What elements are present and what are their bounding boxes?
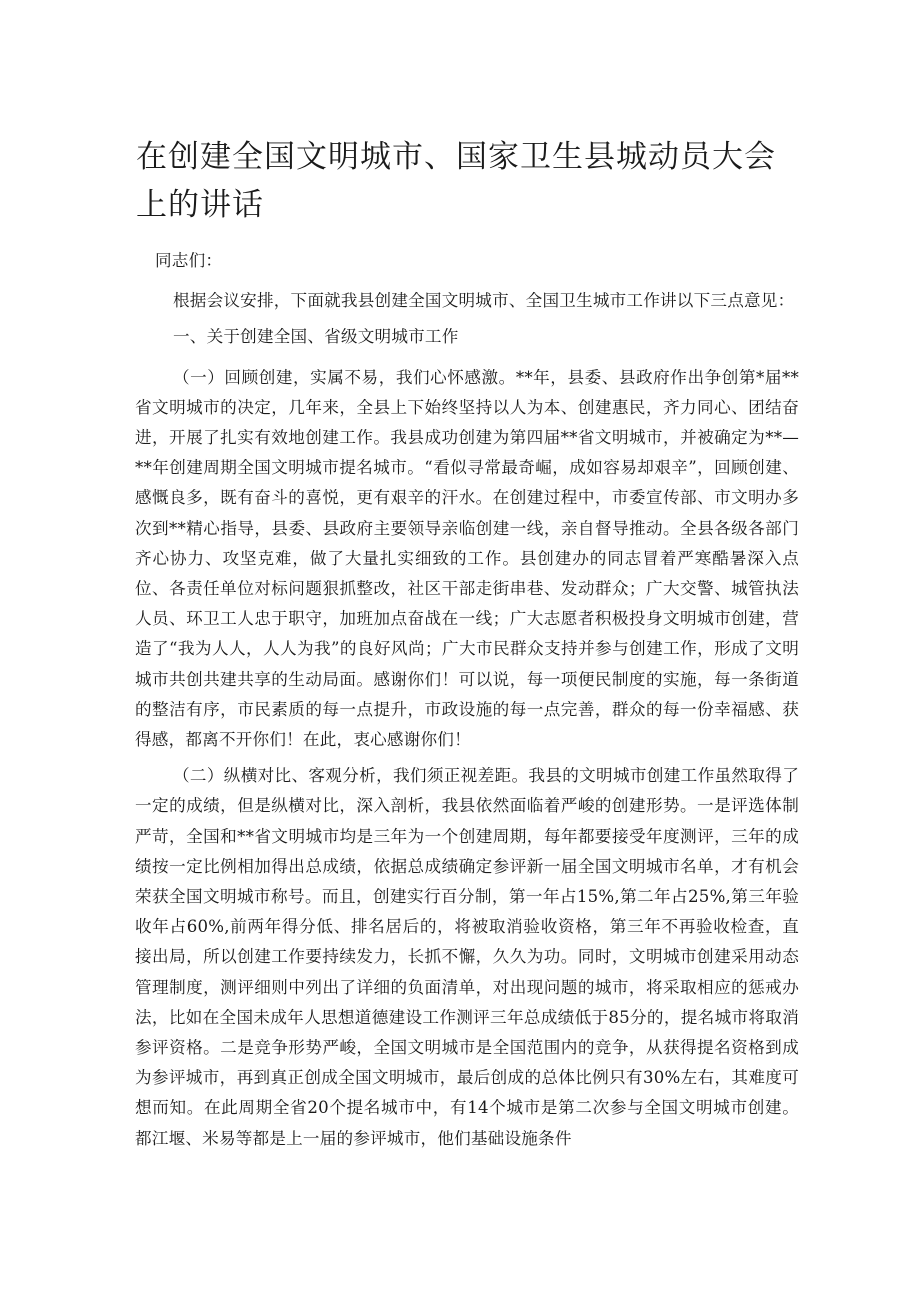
intro-paragraph: 根据会议安排，下面就我县创建全国文明城市、全国卫生城市工作讲以下三点意见： — [173, 291, 795, 311]
section-heading: 一、关于创建全国、省级文明城市工作 — [173, 327, 459, 347]
paragraph-1: （一）回顾创建，实属不易，我们心怀感激。**年，县委、县政府作出争创第*届**省文明城市的决定，几年来，全县上下始终坚持以人为本、创建惠民，齐力同心、团结奋进，开展了扎实有效地创建工作。我县成功创建为第四届**省文明城市，并被确定为**—**年创建周期全国文明城市提名城市。“看似寻常最奇崛，成如容易却艰辛”，回顾创建、感慨良多，既有奋斗的喜悦，更有艰辛的汗水。在创建过程中，市委宣传部、市文明办多次到**精心指导，县委、县政府主要领导亲临创建一线，亲自督导推动。全县各级各部门齐心协力、攻坚克难，做了大量扎实细致的工作。县创建办的同志冒着严寒酷暑深入点位、各责任单位对标问题狠抓整改，社区干部走街串巷、发动群众；广大交警、城管执法人员、环卫工人忠于职守，加班加点奋战在一线；广大志愿者积极投身文明城市创建，营造了“我为人人，人人为我”的良好风尚；广大市民群众支持并参与创建工作，形成了文明城市共创共建共享的生动局面。感谢你们！可以说，每一项便民制度的实施，每一条街道的整洁有序，市民素质的每一点提升，市政设施的每一点完善，群众的每一份幸福感、获得感，都离不开你们！在此，衷心感谢你们！ — [135, 367, 799, 750]
paragraph-2: （二）纵横对比、客观分析，我们须正视差距。我县的文明城市创建工作虽然取得了一定的成绩，但是纵横对比，深入剖析，我县依然面临着严峻的创建形势。一是评选体制严苛，全国和**省文明城市均是三年为一个创建周期，每年都要接受年度测评，三年的成绩按一定比例相加得出总成绩，依据总成绩确定参评新一届全国文明城市名单，才有机会荣获全国文明城市称号。而且，创建实行百分制，第一年占15%,第二年占25%,第三年验收年占60%,前两年得分低、排名居后的，将被取消验收资格，第三年不再验收检查，直接出局，所以创建工作要持续发力，长抓不懈，久久为功。同时，文明城市创建采用动态管理制度，测评细则中列出了详细的负面清单，对出现问题的城市，将采取相应的惩戒办法，比如在全国未成年人思想道德建设工作测评三年总成绩低于85分的，提名城市将取消参评资格。二是竞争形势严峻，全国文明城市是全国范围内的竞争，从获得提名资格到成为参评城市，再到真正创成全国文明城市，最后创成的总体比例只有30%左右，其难度可想而知。在此周期全省20个提名城市中，有14个城市是第二次参与全国文明城市创建。都江堰、米易等都是上一届的参评城市，他们基础设施条件 — [135, 766, 799, 1148]
document-body — [135, 246, 799, 1160]
salutation: 同志们： — [155, 251, 223, 270]
document-title: 在创建全国文明城市、国家卫生县城动员大会上的讲话 — [136, 139, 776, 223]
